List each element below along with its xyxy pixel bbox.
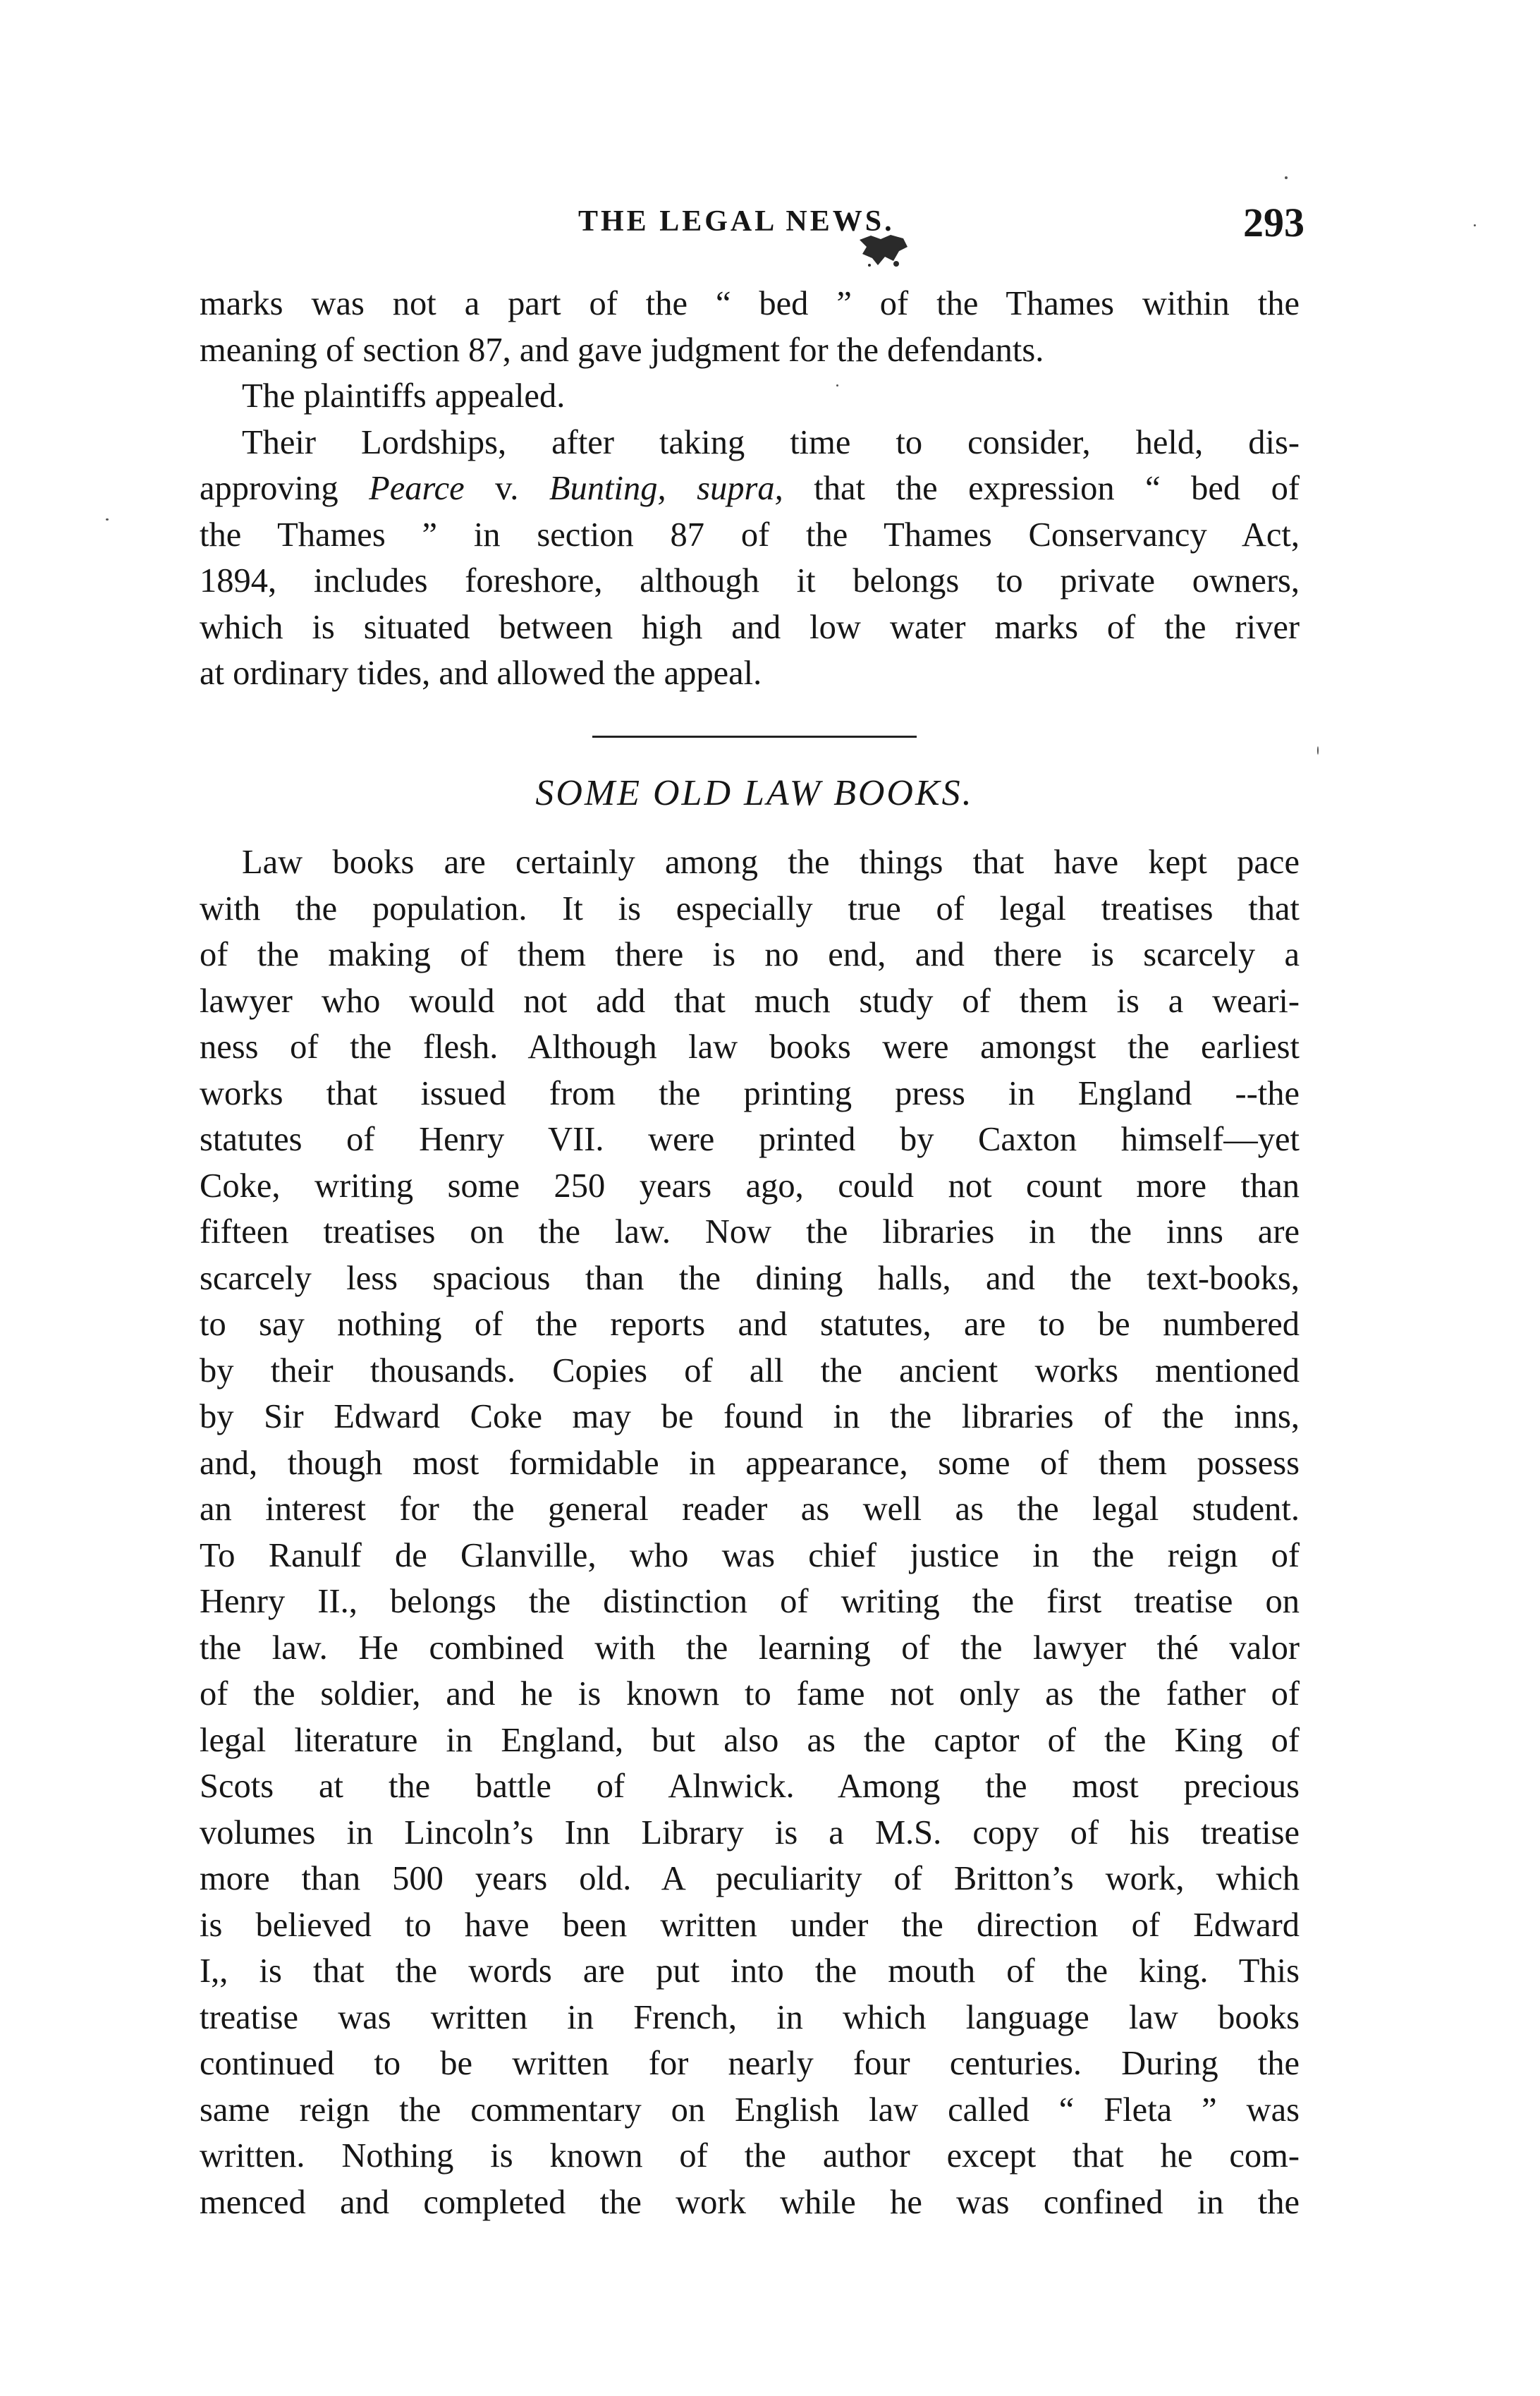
text-line: marks was not a part of the “ bed ” of the Thames within the [200, 285, 1300, 322]
text-line: and, though most formidable in appearance, some of them possess [200, 1444, 1300, 1482]
text-line: 1894, includes foreshore, although it belongs to private owners, [200, 562, 1300, 600]
section-divider [592, 736, 917, 738]
text-line: by Sir Edward Coke may be found in the libraries of the inns, [200, 1398, 1300, 1435]
text-line: lawyer who would not add that much study of them is a weari- [200, 982, 1300, 1020]
ink-blot-mark [857, 233, 910, 269]
text-line: at ordinary tides, and allowed the appeal. [200, 655, 762, 692]
text-line: Coke, writing some 250 years ago, could not count more than [200, 1167, 1300, 1205]
appeal-line: The plaintiffs appealed. [242, 377, 566, 415]
text-line: volumes in Lincoln’s Inn Library is a M.S. copy of his treatise [200, 1813, 1300, 1851]
text-line: continued to be written for nearly four centuries. During the [200, 2045, 1300, 2082]
text-line: an interest for the general reader as well as the legal student. [200, 1490, 1300, 1528]
article-body [200, 839, 1300, 2225]
text-line: legal literature in England, but also as the captor of the King of [200, 1721, 1300, 1759]
paper-speck [106, 518, 109, 521]
text-line: To Ranulf de Glanville, who was chief justice in the reign of [200, 1536, 1300, 1574]
text-line: the Thames ” in section 87 of the Thames Conservancy Act, [200, 516, 1300, 554]
running-title: THE LEGAL NEWS. [578, 205, 895, 238]
article-title: SOME OLD LAW BOOKS. [535, 773, 974, 813]
text-line: fifteen treatises on the law. Now the libraries in the inns are [200, 1213, 1300, 1251]
page-number: 293 [1243, 200, 1304, 245]
text-line: Their Lordships, after taking time to consider, held, dis- [242, 423, 1300, 461]
text-line: meaning of section 87, and gave judgment for the defendants. [200, 331, 1044, 369]
case-name-italic: Pearce [369, 470, 465, 507]
text-line: by their thousands. Copies of all the ancient works mentioned [200, 1351, 1300, 1389]
text-line: of the soldier, and he is known to fame not only as the father of [200, 1675, 1300, 1713]
text-line: treatise was written in French, in which language law books [200, 1998, 1300, 2036]
text-line: I,, is that the words are put into the mouth of the king. This [200, 1952, 1300, 1990]
text-line: ness of the flesh. Although law books were amongst the earliest [200, 1028, 1300, 1066]
text-line: the law. He combined with the learning of the lawyer thé valor [200, 1629, 1300, 1667]
text-line: is believed to have been written under the direction of Edward [200, 1906, 1300, 1944]
text-line-with-case-name: approving Pearce v. Bunting, supra, that the expression “ bed of [200, 470, 1300, 507]
text-line: Henry II., belongs the distinction of writing the first treatise on [200, 1583, 1300, 1620]
text-line: menced and completed the work while he was confined in the [200, 2183, 1300, 2221]
paper-speck [1474, 224, 1476, 226]
text-line: Scots at the battle of Alnwick. Among the most precious [200, 1768, 1300, 1805]
text-line: with the population. It is especially true of legal treatises that [200, 889, 1300, 928]
text-line: Law books are certainly among the things that have kept pace [242, 844, 1300, 881]
case-name-italic: Bunting, supra, [549, 470, 783, 507]
text-line: which is situated between high and low water marks of the river [200, 608, 1300, 646]
paper-speck [1317, 746, 1319, 755]
text-line: to say nothing of the reports and statutes, are to be numbered [200, 1306, 1300, 1343]
continuation-text [200, 281, 1300, 697]
text-line: more than 500 years old. A peculiarity of Britton’s work, which [200, 1860, 1300, 1897]
running-header [204, 200, 1304, 253]
paper-speck [836, 384, 838, 387]
text-line: written. Nothing is known of the author except that he com- [200, 2137, 1300, 2175]
text-line: of the making of them there is no end, and there is scarcely a [200, 936, 1300, 973]
text-line: scarcely less spacious than the dining halls, and the text-books, [200, 1259, 1300, 1297]
text-line: works that issued from the printing press in England --the [200, 1074, 1300, 1112]
paper-speck [1285, 176, 1288, 179]
text-line: statutes of Henry VII. were printed by Caxton himself—yet [200, 1121, 1300, 1158]
text-line: same reign the commentary on English law called “ Fleta ” was [200, 2091, 1300, 2129]
